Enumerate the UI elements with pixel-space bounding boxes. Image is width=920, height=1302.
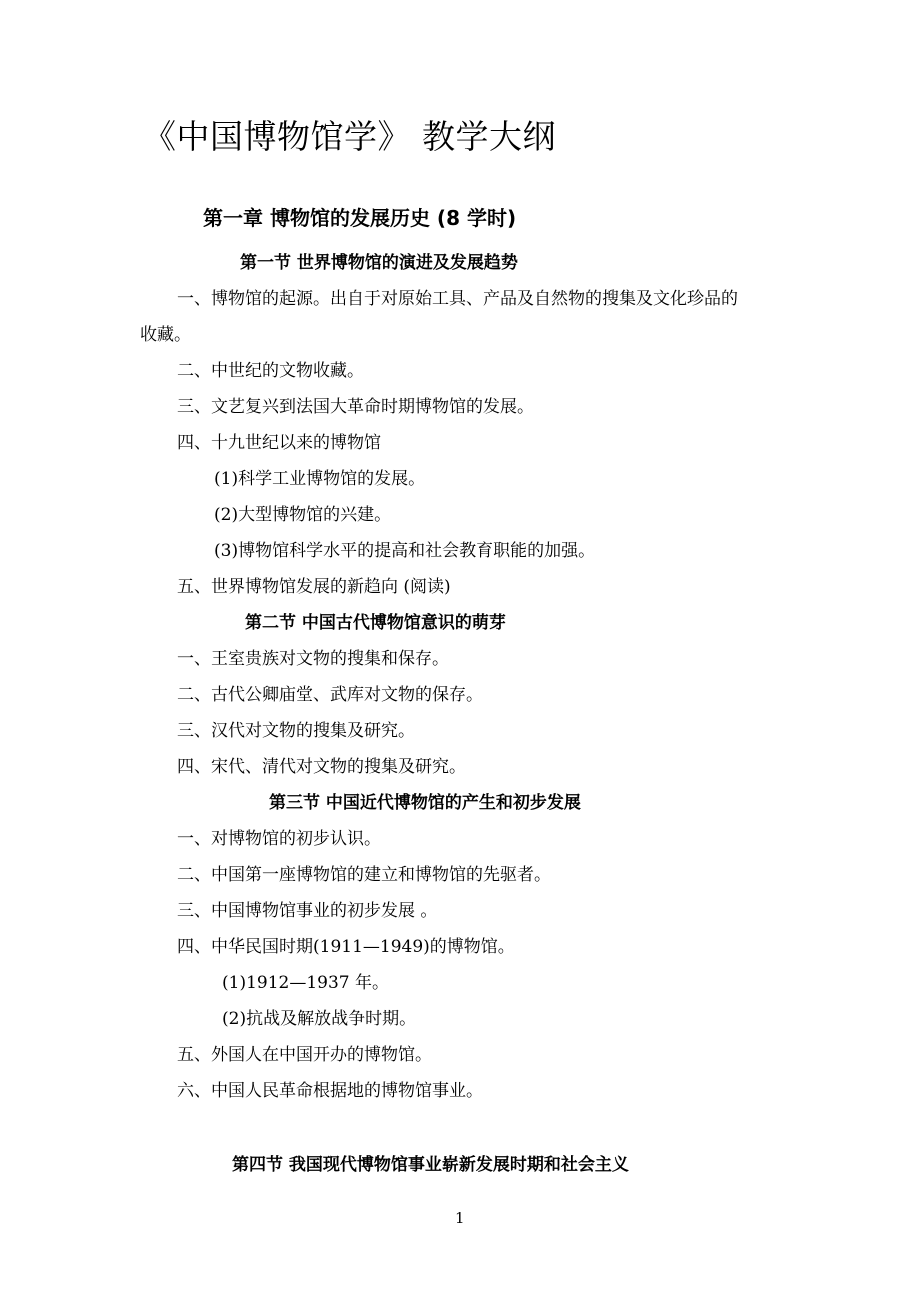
section-heading-2: 第二节 中国古代博物馆意识的萌芽 [245,613,506,633]
paragraph-line: 收藏。 [140,325,191,345]
sub-item-line: (1)1912—1937 年。 [222,973,390,993]
paragraph-line: 六、中国人民革命根据地的博物馆事业。 [177,1081,483,1101]
sub-item-line: (3)博物馆科学水平的提高和社会教育职能的加强。 [214,541,596,561]
sub-item-line: (2)抗战及解放战争时期。 [222,1009,417,1029]
paragraph-line: 五、外国人在中国开办的博物馆。 [177,1045,432,1065]
paragraph-line: 三、中国博物馆事业的初步发展 。 [177,901,438,921]
section-heading-1: 第一节 世界博物馆的演进及发展趋势 [240,253,518,273]
paragraph-line: 二、古代公卿庙堂、武库对文物的保存。 [177,685,483,705]
paragraph-line: 一、王室贵族对文物的搜集和保存。 [177,649,449,669]
page-number: 1 [455,1209,465,1227]
paragraph-line: 四、十九世纪以来的博物馆 [177,433,381,453]
paragraph-line: 一、对博物馆的初步认识。 [177,829,381,849]
sub-item-line: (2)大型博物馆的兴建。 [214,505,392,525]
paragraph-line: 四、宋代、清代对文物的搜集及研究。 [177,757,466,777]
chapter-heading: 第一章 博物馆的发展历史 (8 学时) [203,206,517,230]
paragraph-line: 二、中国第一座博物馆的建立和博物馆的先驱者。 [177,865,551,885]
paragraph-line: 三、文艺复兴到法国大革命时期博物馆的发展。 [177,397,534,417]
paragraph-line: 五、世界博物馆发展的新趋向 (阅读) [177,577,451,597]
document-title: 《中国博物馆学》 教学大纲 [143,117,556,156]
section-heading-3: 第三节 中国近代博物馆的产生和初步发展 [269,793,581,813]
sub-item-line: (1)科学工业博物馆的发展。 [214,469,426,489]
paragraph-line: 三、汉代对文物的搜集及研究。 [177,721,415,741]
paragraph-line: 一、博物馆的起源。出自于对原始工具、产品及自然物的搜集及文化珍品的 [177,289,738,309]
paragraph-line: 四、中华民国时期(1911—1949)的博物馆。 [177,937,515,957]
section-heading-4: 第四节 我国现代博物馆事业崭新发展时期和社会主义 [232,1155,629,1175]
paragraph-line: 二、中世纪的文物收藏。 [177,361,364,381]
